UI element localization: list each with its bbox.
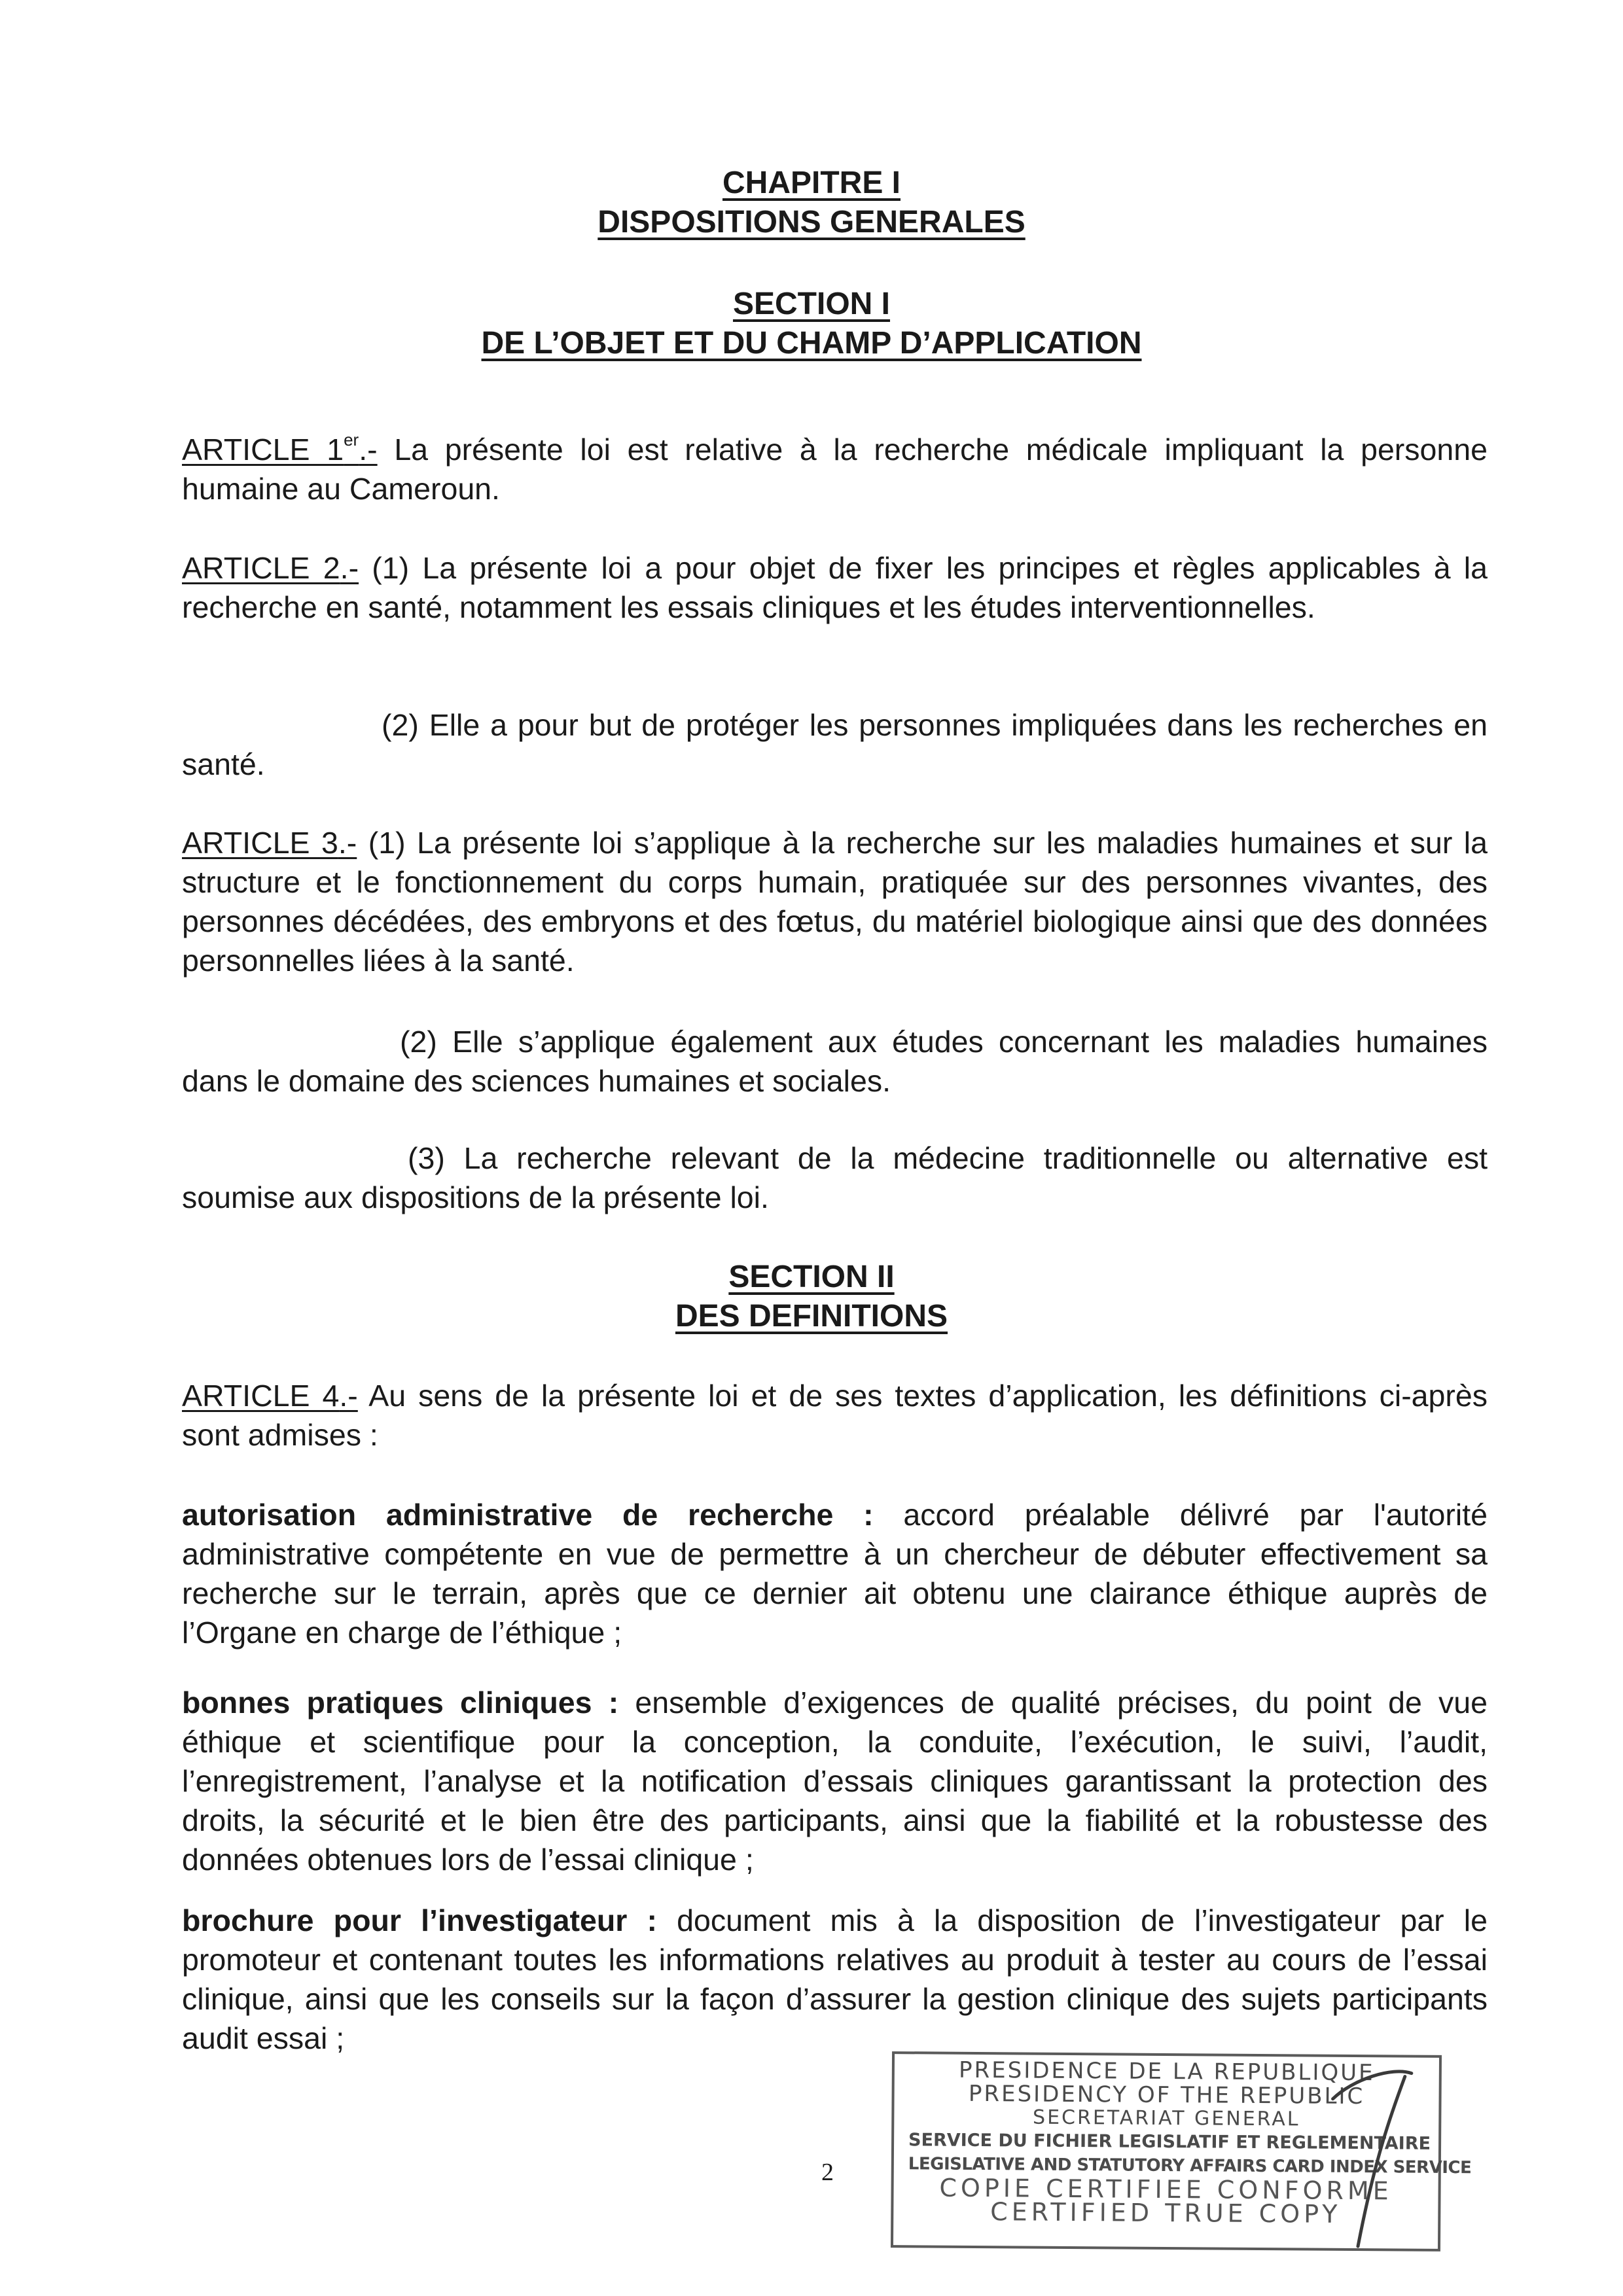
chapter-title: CHAPITRE I	[722, 166, 901, 200]
article-2-text-1: (1) La présente loi a pour objet de fixer les principes et règles applicables à la recherche en santé, notamment les essais cliniques et les études interventionnelles.	[182, 551, 1488, 624]
article-1-label: ARTICLE 1er.-	[182, 430, 378, 467]
article-4	[182, 1376, 1488, 1455]
definition-item	[182, 1901, 1488, 2058]
article-2-para-2: (2) Elle a pour but de protéger les personnes impliquées dans les recherches en santé.	[182, 708, 1488, 781]
definition-text: accord préalable délivré par l'autorité administrative compétente en vue de permettre à un chercheur de débuter effectivement sa recherche sur le terrain, après que ce dernier ait obtenu une clairance éthique auprès de l’Organe en charge de l’éthique ;	[182, 1498, 1488, 1650]
stamp-line: COPIE CERTIFIEE CONFORME	[939, 2173, 1393, 2206]
definition-item	[182, 1683, 1488, 1879]
definition-term: autorisation administrative de recherche :	[182, 1498, 874, 1532]
article-1-text: La présente loi est relative à la recherche médicale impliquant la personne humaine au Cameroun.	[182, 433, 1488, 506]
article-2-label: ARTICLE 2.-	[182, 551, 359, 585]
article-3-para-2: (2) Elle s’applique également aux études concernant les maladies humaines dans le domaine des sciences humaines et sociales.	[182, 1025, 1488, 1098]
article-4-label: ARTICLE 4.-	[182, 1379, 358, 1413]
article-3-text-1: (1) La présente loi s’applique à la recherche sur les maladies humaines et sur la structure et le fonctionnement du corps humain, pratiquée sur des personnes vivantes, des personnes décédées, des embryons et des fœtus, du matériel biologique ainsi que des données personnelles liées à la santé.	[182, 826, 1488, 978]
section2-subtitle: DES DEFINITIONS	[675, 1299, 948, 1333]
stamp-line: LEGISLATIVE AND STATUTORY AFFAIRS CARD INDEX SERVICE	[908, 2154, 1472, 2178]
article-1	[182, 430, 1488, 508]
page-number: 2	[821, 2159, 834, 2186]
article-3-label: ARTICLE 3.-	[182, 826, 357, 860]
certification-stamp	[891, 2051, 1472, 2252]
section1-subtitle: DE L’OBJET ET DU CHAMP D’APPLICATION	[481, 326, 1142, 361]
chapter-subtitle: DISPOSITIONS GENERALES	[597, 205, 1026, 239]
signature-icon	[1312, 2060, 1418, 2250]
definition-text: ensemble d’exigences de qualité précises, du point de vue éthique et scientifique pour la conception, la conduite, l’exécution, le suivi, l’audit, l’enregistrement, l’analyse et la notification d’essais cliniques garantissant la protection des droits, la sécurité et le bien être des participants, ainsi que la fiabilité et la robustesse des données obtenues lors de l’essai clinique ;	[182, 1686, 1488, 1877]
section2-title: SECTION II	[728, 1260, 895, 1294]
stamp-line: PRESIDENCE DE LA REPUBLIQUE	[958, 2057, 1375, 2087]
article-4-text: Au sens de la présente loi et de ses textes d’application, les définitions ci-après sont admises :	[182, 1379, 1488, 1452]
article-2-para-1	[182, 548, 1488, 627]
article-3-para-1	[182, 823, 1488, 980]
definition-term: bonnes pratiques cliniques :	[182, 1686, 619, 1720]
definition-item	[182, 1495, 1488, 1652]
definition-text: document mis à la disposition de l’investigateur par le promoteur et contenant toutes les informations relatives au produit à tester au cours de l’essai clinique, ainsi que les conseils sur la façon d’assurer la gestion clinique des sujets participants audit essai ;	[182, 1903, 1488, 2055]
stamp-line: SERVICE DU FICHIER LEGISLATIF ET REGLEMENTAIRE	[908, 2130, 1431, 2154]
stamp-line: PRESIDENCY OF THE REPUBLIC	[968, 2080, 1365, 2110]
definition-term: brochure pour l’investigateur :	[182, 1903, 658, 1937]
article-3-para-3: (3) La recherche relevant de la médecine traditionnelle ou alternative est soumise aux dispositions de la présente loi.	[182, 1141, 1488, 1214]
stamp-line: CERTIFIED TRUE COPY	[990, 2197, 1342, 2229]
section1-title: SECTION I	[732, 287, 891, 321]
stamp-line: SECRETARIAT GENERAL	[1032, 2106, 1300, 2131]
